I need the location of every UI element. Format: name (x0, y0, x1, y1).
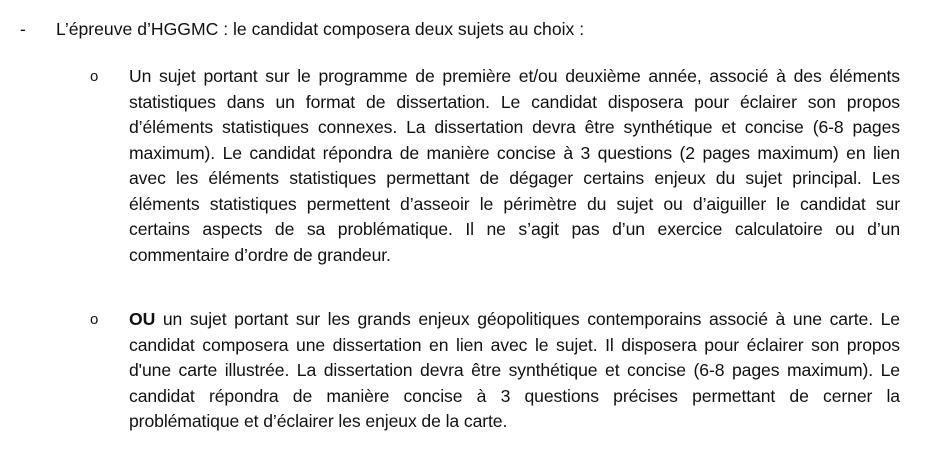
circle-bullet-icon: o (90, 68, 99, 85)
dash-bullet: - (20, 19, 26, 39)
option-2-paragraph (129, 307, 900, 435)
circle-bullet-icon: o (90, 311, 99, 328)
option-2-text: un sujet portant sur les grands enjeux géopolitiques contemporains associé à une carte. Le candidat composera une dissertation en lien avec le sujet. Il disposera pour éclairer son propos d'une carte illustrée. La dissertation devra être synthétique et concise (6-8 pages maximum). Le candidat répondra de manière concise à 3 questions précises permettant de cerner la problématique et d’éclairer les enjeux de la carte. (129, 309, 900, 431)
exam-heading: L’épreuve d’HGGMC : le candidat composera deux sujets au choix : (56, 19, 585, 39)
option-1-text: Un sujet portant sur le programme de première et/ou deuxième année, associé à des éléments statistiques dans un format de dissertation. Le candidat disposera pour éclairer son propos d’éléments statistiques connexes. La dissertation devra être synthétique et concise (6-8 pages maximum). Le candidat répondra de manière concise à 3 questions (2 pages maximum) en lien avec les éléments statistiques permettant de dégager certains enjeux du sujet principal. Les éléments statistiques permettent d’asseoir le périmètre du sujet ou d’aiguiller le candidat sur certains aspects de sa problématique. Il ne s’agit pas d’un exercice calculatoire ou d’un commentaire d’ordre de grandeur. (129, 66, 900, 265)
option-2-bold-prefix: OU (129, 309, 156, 329)
